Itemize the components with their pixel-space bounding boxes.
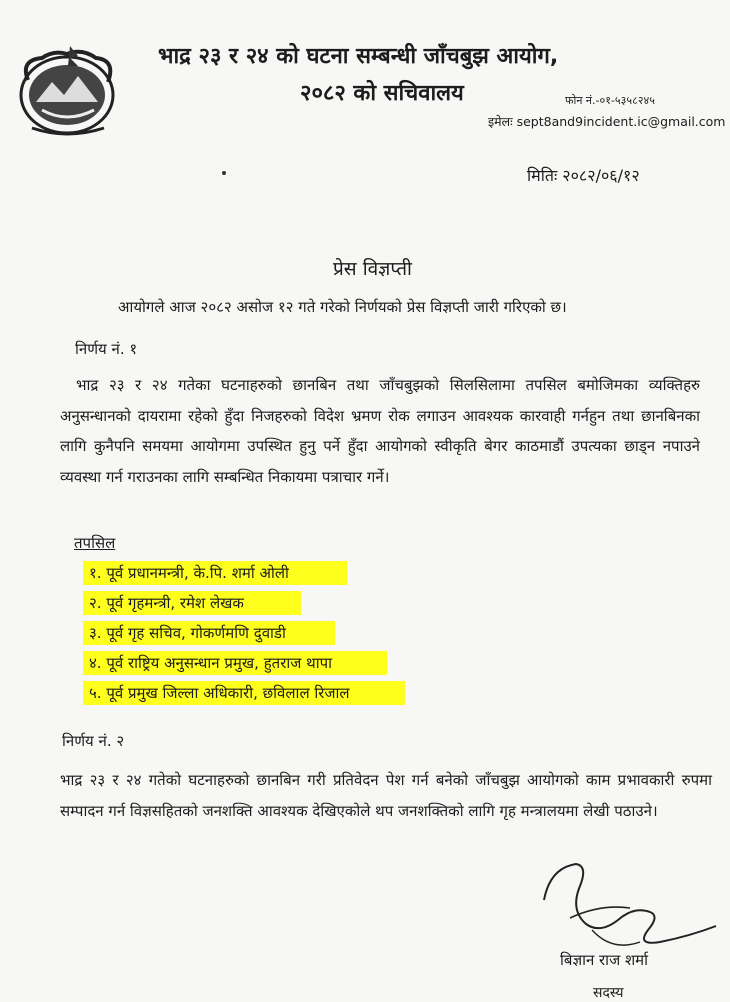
- document-date: मितिः २०८२/०६/१२: [527, 166, 640, 185]
- tapasil-item: २. पूर्व गृहमन्त्री, रमेश लेखक: [83, 591, 301, 615]
- intro-text: आयोगले आज २०८२ असोज १२ गते गरेको निर्णयको प्रेस विज्ञप्ती जारी गरिएको छ।: [118, 298, 567, 316]
- tapasil-label: तपसिल: [74, 534, 116, 552]
- phone-number: फोन नं.-०१-५३५८२४५: [565, 94, 655, 107]
- email-label: इमेलः: [488, 114, 513, 129]
- decision-2-label: निर्णय नं. २: [62, 732, 125, 750]
- letterhead-title-line-2: २०८२ को सचिवालय: [300, 81, 464, 106]
- email-address: sept8and9incident.ic@gmail.com: [516, 114, 726, 129]
- government-emblem-logo: [12, 40, 122, 140]
- tapasil-item: ५. पूर्व प्रमुख जिल्ला अधिकारी, छविलाल रिजाल: [83, 681, 405, 705]
- letterhead-title-line-1: भाद्र २३ र २४ को घटना सम्बन्धी जाँचबुझ आयोग,: [158, 44, 559, 69]
- tapasil-item: ४. पूर्व राष्ट्रिय अनुसन्धान प्रमुख, हुतराज थापा: [83, 651, 387, 675]
- tapasil-item: ३. पूर्व गृह सचिव, गोकर्णमणि दुवाडी: [83, 621, 335, 645]
- tapasil-item: १. पूर्व प्रधानमन्त्री, के.पि. शर्मा ओली: [83, 561, 347, 585]
- decision-2-text: भाद्र २३ र २४ गतेको घटनाहरुको छानबिन गरी प्रतिवेदन पेश गर्न बनेको जाँचबुझ आयोगको काम प्रभावकारी रुपमा सम्पादन गर्न विज्ञसहितको जनशक्ति आवश्यक देखिएकोले थप जनशक्तिको लागि गृह मन्त्रालयमा लेखी पठाउने।: [60, 771, 712, 820]
- decision-1-text: भाद्र २३ र २४ गतेका घटनाहरुको छानबिन तथा जाँचबुझको सिलसिलामा तपसिल बमोजिमका व्यक्तिहरु अनुसन्धानको दायरामा रहेको हुँदा निजहरुको विदेश भ्रमण रोक लगाउन आवश्यक कारवाही गर्नहुन तथा छानबिनका लागि कुनैपनि समयमा आयोगमा उपस्थित हुनु पर्ने हुँदा आयोगको स्वीकृति बेगर काठमाडौं उपत्यका छाड्न नपाउने व्यवस्था गर्न गराउनका लागि सम्बन्धित निकायमा पत्राचार गर्ने।: [60, 376, 700, 486]
- email-row: [488, 113, 725, 130]
- stray-dot: [222, 171, 226, 175]
- decision-1-label: निर्णय नं. १: [75, 340, 138, 358]
- signatory-role: सदस्य: [593, 985, 624, 1001]
- press-release-heading: प्रेस विज्ञप्ती: [333, 258, 412, 280]
- signatory-name: बिज्ञान राज शर्मा: [560, 951, 649, 969]
